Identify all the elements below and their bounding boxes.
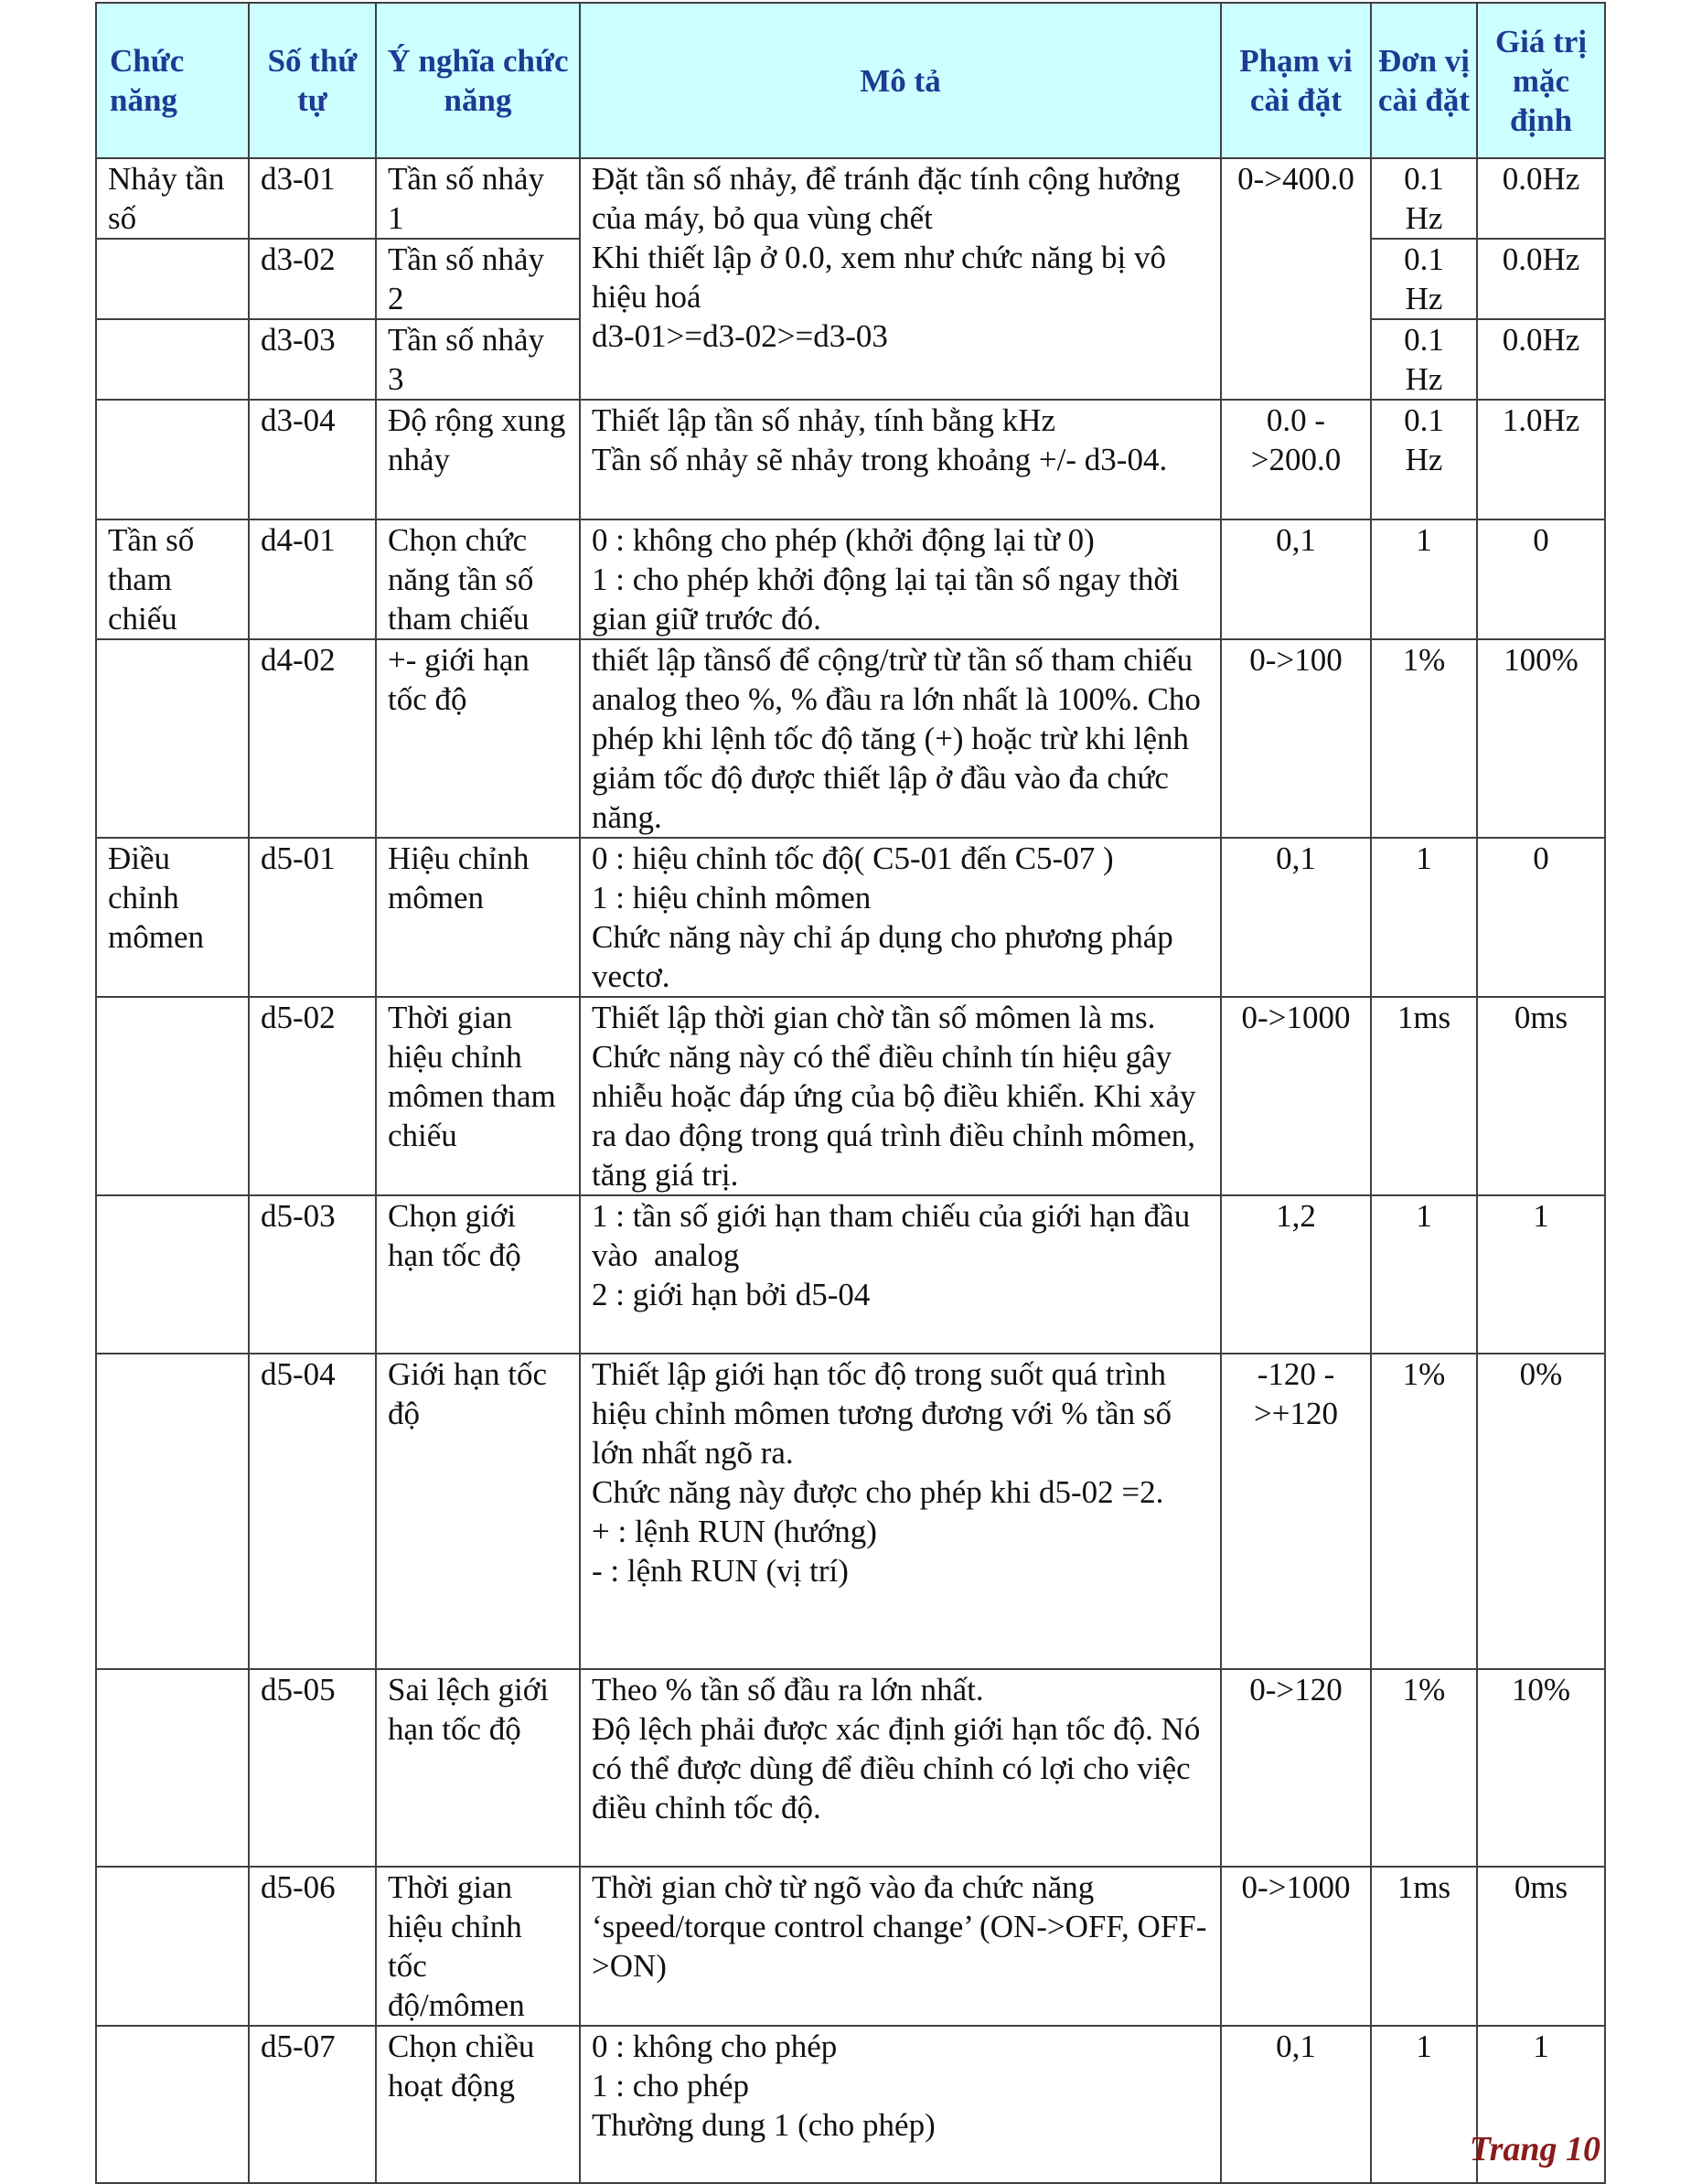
param-meaning: Tần số nhảy 3	[376, 319, 580, 400]
description-line: Thiết lập thời gian chờ tần số mômen là ms. Chức năng này có thể điều chỉnh tín hiệu gây nhiễu hoặc đáp ứng của bộ điều khiển. Khi xảy ra dao động trong quá trình điều chỉnh mômen, tăng giá trị.	[592, 1000, 1204, 1193]
param-meaning: Tần số nhảy 2	[376, 239, 580, 319]
header-function: Chức năng	[96, 3, 249, 158]
param-meaning: +- giới hạn tốc độ	[376, 639, 580, 838]
param-unit: 1ms	[1371, 1867, 1477, 2026]
param-code: d5-07	[249, 2026, 376, 2183]
group-name: Tần số tham chiếu	[96, 519, 249, 639]
param-code: d5-02	[249, 997, 376, 1195]
param-unit: 1%	[1371, 1669, 1477, 1867]
param-meaning: Chọn chức năng tần số tham chiếu	[376, 519, 580, 639]
param-description	[580, 1195, 1221, 1354]
param-default: 0.0Hz	[1477, 239, 1605, 319]
description-line: Khi thiết lập ở 0.0, xem như chức năng bị vô hiệu hoá	[592, 240, 1174, 315]
document-page	[95, 2, 1604, 2184]
param-description	[580, 1669, 1221, 1867]
param-default: 0ms	[1477, 997, 1605, 1195]
param-description	[580, 1867, 1221, 2026]
param-default: 0%	[1477, 1354, 1605, 1669]
param-unit: 0.1 Hz	[1371, 158, 1477, 239]
description-line: 1 : cho phép khởi động lại tại tần số ngay thời gian giữ trước đó.	[592, 562, 1188, 637]
param-description	[580, 838, 1221, 997]
table-header-row	[96, 3, 1605, 158]
table-row	[96, 1669, 1605, 1867]
param-unit: 1%	[1371, 639, 1477, 838]
group-name-spacer	[96, 239, 249, 319]
param-range: 1,2	[1221, 1195, 1371, 1354]
table-row	[96, 519, 1605, 639]
param-meaning: Độ rộng xung nhảy	[376, 400, 580, 519]
param-range: 0,1	[1221, 2026, 1371, 2183]
param-code: d3-01	[249, 158, 376, 239]
description-line: Thời gian chờ từ ngõ vào đa chức năng ‘speed/torque control change’ (ON->OFF, OFF->ON)	[592, 1869, 1207, 1984]
group-name: Nhảy tần số	[96, 158, 249, 239]
param-default: 0	[1477, 838, 1605, 997]
description-line: 1 : tần số giới hạn tham chiếu của giới hạn đầu vào analog	[592, 1198, 1198, 1273]
param-default: 0	[1477, 519, 1605, 639]
param-meaning: Giới hạn tốc độ	[376, 1354, 580, 1669]
group-name-spacer	[96, 2026, 249, 2183]
description-line: 0 : không cho phép (khởi động lại từ 0)	[592, 522, 1095, 558]
param-code: d3-03	[249, 319, 376, 400]
header-meaning: Ý nghĩa chức năng	[376, 3, 580, 158]
param-default: 0.0Hz	[1477, 319, 1605, 400]
param-default: 1	[1477, 2026, 1605, 2183]
table-row	[96, 2026, 1605, 2183]
param-meaning: Hiệu chỉnh mômen	[376, 838, 580, 997]
param-unit: 1ms	[1371, 997, 1477, 1195]
param-description	[580, 997, 1221, 1195]
page-number: Trang 10	[1469, 2130, 1600, 2168]
param-range: 0,1	[1221, 838, 1371, 997]
group-name-spacer	[96, 639, 249, 838]
param-code: d5-06	[249, 1867, 376, 2026]
description-line: 0 : hiệu chỉnh tốc độ( C5-01 đến C5-07 )	[592, 840, 1114, 876]
param-meaning: Thời gian hiệu chỉnh tốc độ/mômen	[376, 1867, 580, 2026]
param-default: 1.0Hz	[1477, 400, 1605, 519]
description-line: 1 : hiệu chỉnh mômen	[592, 880, 872, 915]
group-name-spacer	[96, 997, 249, 1195]
table-row	[96, 1354, 1605, 1669]
param-meaning: Sai lệch giới hạn tốc độ	[376, 1669, 580, 1867]
table-row	[96, 1195, 1605, 1354]
description-line: Độ lệch phải được xác định giới hạn tốc độ. Nó có thể được dùng để điều chỉnh có lợi cho việc điều chỉnh tốc độ.	[592, 1711, 1209, 1825]
param-default: 0.0Hz	[1477, 158, 1605, 239]
group-name: Điều chỉnh mômen	[96, 838, 249, 997]
description-line: d3-01>=d3-02>=d3-03	[592, 318, 888, 354]
param-default: 0ms	[1477, 1867, 1605, 2026]
table-row	[96, 400, 1605, 519]
param-range: -120 ->+120	[1221, 1354, 1371, 1669]
param-default: 1	[1477, 1195, 1605, 1354]
description-line: 1 : cho phép	[592, 2068, 750, 2104]
group-name-spacer	[96, 1354, 249, 1669]
header-unit: Đơn vị cài đặt	[1371, 3, 1477, 158]
description-line: 0 : không cho phép	[592, 2029, 838, 2064]
param-unit: 0.1 Hz	[1371, 239, 1477, 319]
param-code: d5-04	[249, 1354, 376, 1669]
group-name-spacer	[96, 1867, 249, 2026]
description-line: Tần số nhảy sẽ nhảy trong khoảng +/- d3-04.	[592, 442, 1168, 477]
description-line: - : lệnh RUN (vị trí)	[592, 1553, 849, 1589]
param-range: 0->1000	[1221, 1867, 1371, 2026]
param-description	[580, 158, 1221, 400]
param-unit: 1	[1371, 1195, 1477, 1354]
description-line: Theo % tần số đầu ra lớn nhất.	[592, 1672, 984, 1708]
param-unit: 1	[1371, 838, 1477, 997]
table-row	[96, 997, 1605, 1195]
header-description: Mô tả	[580, 3, 1221, 158]
param-unit: 1	[1371, 519, 1477, 639]
param-default: 100%	[1477, 639, 1605, 838]
description-line: 2 : giới hạn bởi d5-04	[592, 1277, 871, 1312]
description-line: Thiết lập giới hạn tốc độ trong suốt quá trình hiệu chỉnh mômen tương đương với % tần số lớn nhất ngõ ra.	[592, 1356, 1188, 1471]
description-line: thiết lập tầnsố để cộng/trừ từ tần số tham chiếu analog theo %, % đầu ra lớn nhất là 100%. Cho phép khi lệnh tốc độ tăng (+) hoặc trừ khi lệnh giảm tốc độ được thiết lập ở đầu vào đa chức năng.	[592, 642, 1209, 835]
param-unit: 0.1 Hz	[1371, 319, 1477, 400]
param-range: 0->100	[1221, 639, 1371, 838]
param-range: 0,1	[1221, 519, 1371, 639]
header-default: Giá trị mặc định	[1477, 3, 1605, 158]
param-description	[580, 1354, 1221, 1669]
param-unit: 0.1 Hz	[1371, 400, 1477, 519]
param-code: d3-02	[249, 239, 376, 319]
table-row	[96, 838, 1605, 997]
param-description	[580, 519, 1221, 639]
param-code: d5-03	[249, 1195, 376, 1354]
param-description	[580, 639, 1221, 838]
description-line: Thiết lập tần số nhảy, tính bằng kHz	[592, 402, 1056, 438]
param-range: 0->120	[1221, 1669, 1371, 1867]
param-code: d5-05	[249, 1669, 376, 1867]
table-row	[96, 1867, 1605, 2026]
param-default: 10%	[1477, 1669, 1605, 1867]
param-code: d4-02	[249, 639, 376, 838]
table-row	[96, 639, 1605, 838]
param-description	[580, 400, 1221, 519]
parameter-table	[95, 2, 1606, 2184]
param-code: d3-04	[249, 400, 376, 519]
param-code: d5-01	[249, 838, 376, 997]
param-meaning: Thời gian hiệu chỉnh mômen tham chiếu	[376, 997, 580, 1195]
param-unit: 1	[1371, 2026, 1477, 2183]
param-description	[580, 2026, 1221, 2183]
param-range: 0->1000	[1221, 997, 1371, 1195]
param-meaning: Chọn chiều hoạt động	[376, 2026, 580, 2183]
description-line: Chức năng này được cho phép khi d5-02 =2.	[592, 1474, 1164, 1510]
table-row	[96, 158, 1605, 239]
description-line: Chức năng này chỉ áp dụng cho phương pháp vectơ.	[592, 919, 1182, 994]
group-name-spacer	[96, 319, 249, 400]
param-meaning: Chọn giới hạn tốc độ	[376, 1195, 580, 1354]
param-unit: 1%	[1371, 1354, 1477, 1669]
param-meaning: Tần số nhảy 1	[376, 158, 580, 239]
param-range: 0.0 ->200.0	[1221, 400, 1371, 519]
header-range: Phạm vi cài đặt	[1221, 3, 1371, 158]
group-name-spacer	[96, 1195, 249, 1354]
param-range: 0->400.0	[1221, 158, 1371, 400]
header-number: Số thứ tự	[249, 3, 376, 158]
group-name-spacer	[96, 400, 249, 519]
description-line: Thường dung 1 (cho phép)	[592, 2107, 936, 2143]
group-name-spacer	[96, 1669, 249, 1867]
description-line: + : lệnh RUN (hướng)	[592, 1514, 877, 1549]
param-code: d4-01	[249, 519, 376, 639]
description-line: Đặt tần số nhảy, để tránh đặc tính cộng hưởng của máy, bỏ qua vùng chết	[592, 161, 1189, 236]
